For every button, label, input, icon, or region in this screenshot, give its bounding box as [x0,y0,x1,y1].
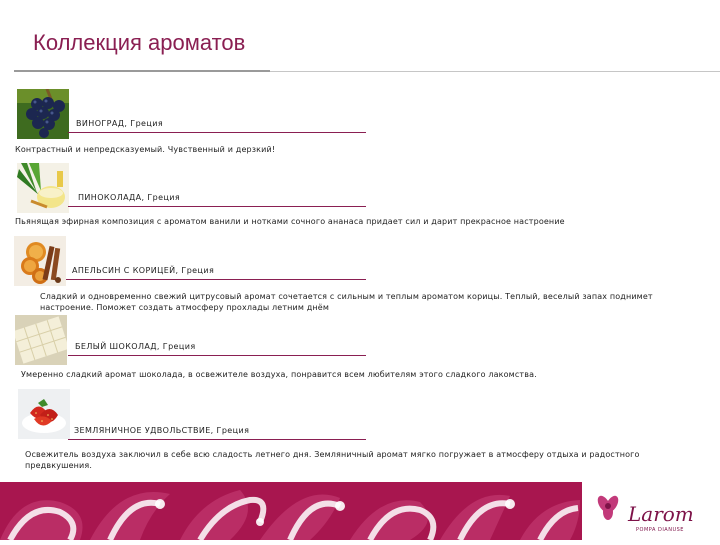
product-divider [68,206,366,207]
product-divider [68,355,366,356]
product-name: ВИНОГРАД, Греция [76,119,164,128]
product-description: Контрастный и непредсказуемый. Чувственный и дерзкий! [15,145,276,154]
product-description: Умеренно сладкий аромат шоколада, в освежителе воздуха, понравится всем любителям этого сладкого лакомства. [21,370,537,379]
product-divider [66,279,366,280]
product-description: Освежитель воздуха заключил в себе всю сладость летнего дня. Земляничный аромат мягко погружает в атмосферу отдыха и радостного предвкушения. [25,450,640,470]
product-name: ЗЕМЛЯНИЧНОЕ УДВОЛЬСТВИЕ, Греция [74,426,250,435]
product-name: АПЕЛЬСИН С КОРИЦЕЙ, Греция [72,266,215,275]
title-rule-accent [14,70,270,72]
flower-icon [595,494,621,520]
product-divider [68,132,366,133]
brand-tagline: POMPA DIANUSE [636,527,684,533]
white-chocolate-image [15,315,67,365]
product-description: Сладкий и одновременно свежий цитрусовый аромат сочетается с сильным и теплым ароматом корицы. Теплый, веселый запах поднимет настроение. Поможет создать атмосферу прохлады летним днём [40,292,653,312]
grapes-image [17,89,69,139]
strawberry-image [18,389,70,439]
pinacolada-image [17,163,69,213]
product-divider [68,439,366,440]
orange-cinnamon-image [14,236,66,286]
page-title: Коллекция ароматов [33,30,246,55]
product-name: ПИНОКОЛАДА, Греция [78,193,181,202]
product-name: БЕЛЫЙ ШОКОЛАД, Греция [75,342,196,351]
product-description: Пьянящая эфирная композиция с ароматом ванили и нотками сочного ананаса придает сил и дарит прекрасное настроение [15,217,565,226]
brand-logo: Larom [628,502,694,526]
